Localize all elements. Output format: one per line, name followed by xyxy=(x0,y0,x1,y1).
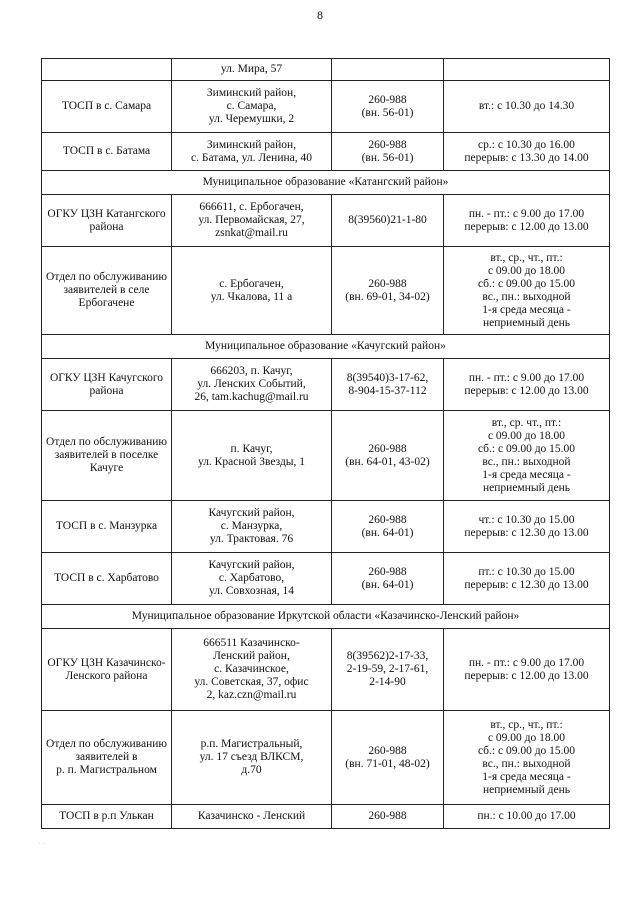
cell-text-line: 8-904-15-37-112 xyxy=(348,384,427,397)
table-row xyxy=(42,59,610,81)
address-cell xyxy=(172,411,332,501)
table-row xyxy=(42,553,610,605)
cell-text-line: ул. Советская, 37, офис xyxy=(194,676,309,688)
cell-text-line: пн.: с 10.00 до 17.00 xyxy=(477,810,576,822)
cell-text-line: ОГКУ ЦЗН Казачинско- xyxy=(47,656,166,669)
table-row xyxy=(42,805,610,829)
phone-cell xyxy=(332,711,444,805)
office-name-cell xyxy=(42,805,172,829)
cell-text-line: (вн. 64-01) xyxy=(361,526,414,539)
office-name-cell xyxy=(42,553,172,605)
cell-text-line: Качуге xyxy=(89,462,124,474)
table-row xyxy=(42,411,610,501)
offices-table-body xyxy=(42,59,610,829)
cell-text-line: Отдел по обслуживанию xyxy=(46,738,167,750)
cell-text-line: 260-988 xyxy=(368,744,407,757)
cell-text-line: (вн. 71-01, 48-02) xyxy=(345,757,430,770)
cell-text-line: сб.: с 09.00 до 15.00 xyxy=(477,277,576,290)
cell-text-line: ул. Чкалова, 11 а xyxy=(210,290,293,303)
cell-text-line: ул. Мира, 57 xyxy=(220,63,283,75)
cell-text-line: 2-19-59, 2-17-61, xyxy=(346,663,429,675)
phone-cell xyxy=(332,133,444,171)
cell-text-line: перерыв: с 12.30 до 13.00 xyxy=(464,526,589,539)
table-row xyxy=(42,359,610,411)
address-cell xyxy=(172,195,332,247)
office-name-cell xyxy=(42,359,172,411)
cell-text-line: Качугский район, xyxy=(208,507,295,519)
cell-text-line: вт., ср. чт., пт.: xyxy=(491,416,562,429)
table-row xyxy=(42,195,610,247)
cell-text-line: 260-988 xyxy=(368,810,407,822)
table-row xyxy=(42,247,610,335)
cell-text-line: 260-988 xyxy=(368,93,407,106)
cell-text-line: ул. Совхозная, 14 xyxy=(209,585,294,597)
cell-text-line: с 09.00 до 18.00 xyxy=(487,429,566,442)
cell-text-line: ср.: с 10.30 до 16.00 xyxy=(478,138,575,151)
cell-text-line: с. Самара, xyxy=(226,100,277,112)
cell-text-line: перерыв: с 13.30 до 14.00 xyxy=(464,151,589,164)
cell-text-line: Ленского района xyxy=(65,669,148,682)
phone-cell xyxy=(332,501,444,553)
cell-text-line: р.п. Магистральный, xyxy=(200,738,303,750)
schedule-cell xyxy=(444,359,610,411)
cell-text-line: пн. - пт.: с 9.00 до 17.00 xyxy=(468,371,585,384)
cell-text-line: 1-я среда месяца - xyxy=(482,468,571,481)
cell-text-line: 8(39540)3-17-62, xyxy=(346,371,429,384)
cell-text-line: (вн. 56-01) xyxy=(361,106,414,119)
schedule-cell xyxy=(444,133,610,171)
cell-text-line: 8(39560)21-1-80 xyxy=(348,214,427,226)
phone-cell xyxy=(332,81,444,133)
cell-text-line: вт.: с 10.30 до 14.30 xyxy=(478,100,575,112)
cell-text-line: (вн. 56-01) xyxy=(361,151,414,164)
section-title: Муниципальное образование «Катангский район» xyxy=(42,171,610,195)
table-row xyxy=(42,501,610,553)
cell-text-line: вт., ср., чт., пт.: xyxy=(490,718,563,731)
page-number: 8 xyxy=(317,8,323,22)
cell-text-line: Ербогачене xyxy=(78,297,135,309)
phone-cell xyxy=(332,629,444,711)
offices-table xyxy=(41,58,610,829)
office-name-cell xyxy=(42,711,172,805)
cell-text-line: 666203, п. Качуг, xyxy=(210,365,293,377)
scan-artifact: · · xyxy=(38,840,45,848)
cell-text-line: (вн. 69-01, 34-02) xyxy=(345,290,430,303)
address-cell xyxy=(172,711,332,805)
cell-text-line: 666511 Казачинско- xyxy=(203,637,300,649)
cell-text-line: ТОСП в р.п Улькан xyxy=(59,810,154,822)
cell-text-line: р. п. Магистральном xyxy=(56,764,157,776)
address-cell xyxy=(172,59,332,81)
cell-text-line: ТОСП в с. Манзурка xyxy=(55,520,158,532)
cell-text-line: 260-988 xyxy=(368,138,407,151)
cell-text-line: 260-988 xyxy=(368,277,407,290)
section-title: Муниципальное образование «Качугский район» xyxy=(42,335,610,359)
cell-text-line: с. Казачинское, xyxy=(214,663,289,675)
address-cell xyxy=(172,501,332,553)
cell-text-line: с 09.00 до 18.00 xyxy=(487,264,566,277)
schedule-cell xyxy=(444,501,610,553)
table-row xyxy=(42,81,610,133)
cell-text-line: д.70 xyxy=(241,764,262,776)
cell-text-line: ОГКУ ЦЗН Качугского xyxy=(49,371,164,384)
cell-text-line: 666611, с. Ербогачен, xyxy=(199,201,304,213)
section-header-row xyxy=(42,605,610,629)
cell-text-line: Ленский район, xyxy=(213,650,290,662)
phone-cell xyxy=(332,59,444,81)
cell-text-line: ОГКУ ЦЗН Катангского xyxy=(47,207,166,220)
phone-cell xyxy=(332,805,444,829)
cell-text-line: ул. Трактовая. 76 xyxy=(209,533,294,545)
office-name-cell xyxy=(42,81,172,133)
cell-text-line: перерыв: с 12.30 до 13.00 xyxy=(464,578,589,591)
cell-text-line: с. Манзурка, xyxy=(220,520,283,532)
cell-text-line: с 09.00 до 18.00 xyxy=(487,731,566,744)
cell-text-line: пт.: с 10.30 до 15.00 xyxy=(478,565,575,578)
address-cell xyxy=(172,133,332,171)
cell-text-line: чт.: с 10.30 до 15.00 xyxy=(478,513,575,526)
cell-text-line: zsnkat@mail.ru xyxy=(215,227,288,239)
schedule-cell xyxy=(444,195,610,247)
cell-text-line: вс., пн.: выходной xyxy=(482,455,571,468)
cell-text-line: 26, tam.kachug@mail.ru xyxy=(194,391,309,403)
address-cell xyxy=(172,81,332,133)
schedule-cell xyxy=(444,553,610,605)
cell-text-line: ТОСП в с. Харбатово xyxy=(54,572,159,584)
schedule-cell xyxy=(444,711,610,805)
cell-text-line: заявителей в селе xyxy=(63,284,150,296)
phone-cell xyxy=(332,411,444,501)
cell-text-line: пн. - пт.: с 9.00 до 17.00 xyxy=(468,656,585,669)
table-row xyxy=(42,629,610,711)
address-cell xyxy=(172,805,332,829)
cell-text-line: вт., ср., чт., пт.: xyxy=(490,251,563,264)
section-title: Муниципальное образование Иркутской области «Казачинско-Ленский район» xyxy=(42,605,610,629)
cell-text-line: 260-988 xyxy=(368,442,407,455)
cell-text-line: с. Ербогачен, xyxy=(219,277,284,290)
cell-text-line: вс., пн.: выходной xyxy=(482,757,571,770)
schedule-cell xyxy=(444,247,610,335)
cell-text-line: района xyxy=(89,384,124,397)
schedule-cell xyxy=(444,59,610,81)
cell-text-line: сб.: с 09.00 до 15.00 xyxy=(477,744,576,757)
office-name-cell xyxy=(42,133,172,171)
cell-text-line: неприемный день xyxy=(483,316,570,329)
schedule-cell xyxy=(444,411,610,501)
cell-text-line: вс., пн.: выходной xyxy=(482,290,571,303)
schedule-cell xyxy=(444,629,610,711)
cell-text-line: с. Харбатово, xyxy=(218,572,285,584)
office-name-cell xyxy=(42,195,172,247)
cell-text-line: Отдел по обслуживанию xyxy=(46,271,167,283)
table-row xyxy=(42,711,610,805)
cell-text-line: Отдел по обслуживанию xyxy=(46,436,167,448)
cell-text-line: 2, kaz.czn@mail.ru xyxy=(206,689,297,701)
cell-text-line: с. Батама, ул. Ленина, 40 xyxy=(191,151,312,164)
cell-text-line: (вн. 64-01) xyxy=(361,578,414,591)
cell-text-line: Казачинско - Ленский xyxy=(197,810,306,822)
cell-text-line: (вн. 64-01, 43-02) xyxy=(345,455,430,468)
cell-text-line: Зиминский район, xyxy=(206,138,297,151)
schedule-cell xyxy=(444,805,610,829)
phone-cell xyxy=(332,553,444,605)
office-name-cell xyxy=(42,411,172,501)
phone-cell xyxy=(332,195,444,247)
cell-text-line: заявителей в поселке xyxy=(54,449,159,461)
cell-text-line: ул. Черемушки, 2 xyxy=(208,113,295,125)
phone-cell xyxy=(332,247,444,335)
cell-text-line: 1-я среда месяца - xyxy=(482,303,571,316)
section-header-row xyxy=(42,171,610,195)
address-cell xyxy=(172,553,332,605)
office-name-cell xyxy=(42,247,172,335)
address-cell xyxy=(172,629,332,711)
cell-text-line: перерыв: с 12.00 до 13.00 xyxy=(464,669,589,682)
cell-text-line: п. Качуг, xyxy=(230,442,273,455)
cell-text-line: 260-988 xyxy=(368,513,407,526)
cell-text-line: неприемный день xyxy=(483,481,570,494)
cell-text-line: 8(39562)2-17-33, xyxy=(346,650,429,662)
address-cell xyxy=(172,247,332,335)
cell-text-line: пн. - пт.: с 9.00 до 17.00 xyxy=(468,207,585,220)
cell-text-line: ул. Первомайская, 27, xyxy=(198,214,305,226)
office-name-cell xyxy=(42,501,172,553)
cell-text-line: неприемный день xyxy=(483,783,570,796)
office-name-cell xyxy=(42,59,172,81)
cell-text-line: ТОСП в с. Батама xyxy=(62,145,151,157)
cell-text-line: Качугский район, xyxy=(208,559,295,571)
address-cell xyxy=(172,359,332,411)
cell-text-line: ул. 17 съезд ВЛКСМ, xyxy=(199,751,304,763)
schedule-cell xyxy=(444,81,610,133)
cell-text-line: ТОСП в с. Самара xyxy=(61,100,152,112)
cell-text-line: 1-я среда месяца - xyxy=(482,770,571,783)
cell-text-line: ул. Ленских Событий, xyxy=(197,378,306,390)
cell-text-line: сб.: с 09.00 до 15.00 xyxy=(477,442,576,455)
cell-text-line: 2-14-90 xyxy=(369,676,406,688)
cell-text-line: заявителей в xyxy=(75,751,138,763)
cell-text-line: ул. Красной Звезды, 1 xyxy=(197,455,306,468)
cell-text-line: перерыв: с 12.00 до 13.00 xyxy=(464,220,589,233)
table-row xyxy=(42,133,610,171)
cell-text-line: района xyxy=(89,220,124,233)
phone-cell xyxy=(332,359,444,411)
office-name-cell xyxy=(42,629,172,711)
cell-text-line: Зиминский район, xyxy=(206,87,297,99)
cell-text-line: 260-988 xyxy=(368,565,407,578)
cell-text-line: перерыв: с 12.00 до 13.00 xyxy=(464,384,589,397)
section-header-row xyxy=(42,335,610,359)
